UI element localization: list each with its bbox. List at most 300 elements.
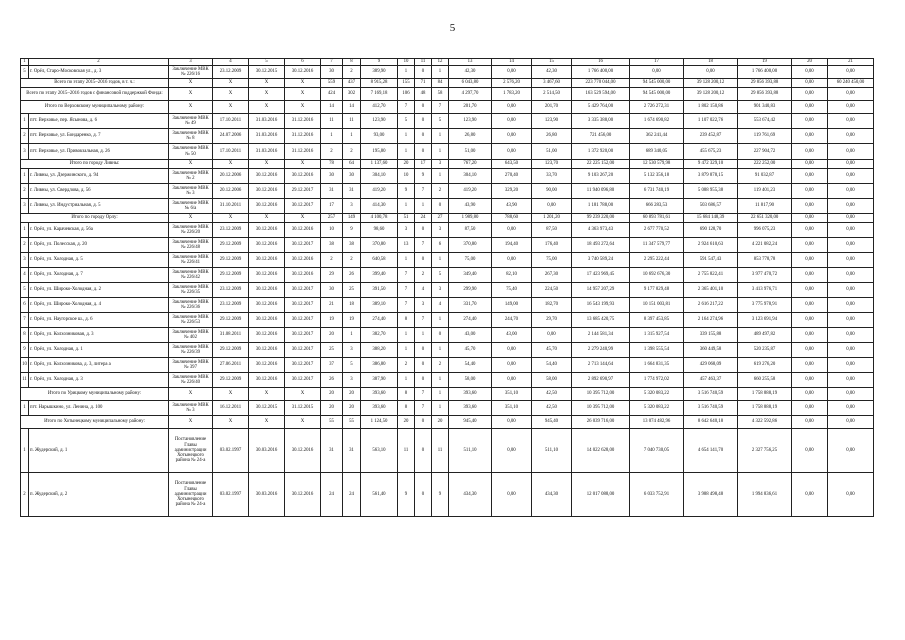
row-number: 11 — [21, 373, 29, 388]
value-cell-n19: 1 758 888,19 — [738, 401, 792, 416]
value-cell-n16: 223 770 044,00 — [572, 79, 630, 88]
value-cell-n10: 10 — [398, 169, 415, 184]
value-cell-n15: 54,40 — [532, 358, 572, 373]
value-cell-d3: X — [285, 160, 321, 169]
value-cell-d3: 29.12.2017 — [285, 184, 321, 199]
value-cell-n13: 393,60 — [449, 388, 492, 401]
value-cell-n7: 14 — [321, 101, 343, 114]
value-cell-n15: 224,50 — [532, 283, 572, 298]
value-cell-d2: 30.12.2016 — [249, 283, 285, 298]
value-cell-n13: 299,90 — [449, 283, 492, 298]
document-cell: Заключение МВК № 49 — [169, 114, 213, 129]
value-cell-d3: 31.12.2016 — [285, 114, 321, 129]
value-cell-n15: 29,70 — [532, 313, 572, 328]
value-cell-n16: 721 456,00 — [572, 129, 630, 144]
value-cell-d2: 30.03.2016 — [249, 429, 285, 473]
document-cell: Заключение МВК № 226/42 — [169, 268, 213, 283]
value-cell-n9: 98,60 — [361, 223, 398, 238]
document-cell: Заключение МВК № 226/41 — [169, 253, 213, 268]
value-cell-n19: 553 674,42 — [738, 114, 792, 129]
value-cell-d3: 30.12.2016 — [285, 473, 321, 517]
value-cell-n16: 11 940 096,80 — [572, 184, 630, 199]
value-cell-d2: 30.12.2016 — [249, 343, 285, 358]
value-cell-n18: 455 675,23 — [684, 144, 738, 160]
value-cell-n11: 2 — [415, 268, 432, 283]
value-cell-n13: 123,90 — [449, 114, 492, 129]
value-cell-n7: 78 — [321, 160, 343, 169]
value-cell-n11: 7 — [415, 184, 432, 199]
value-cell-n19: 4 322 592,86 — [738, 416, 792, 429]
value-cell-n16: 2 713 144,64 — [572, 358, 630, 373]
doc-cell: X — [169, 388, 213, 401]
value-cell-n12: 3 — [432, 223, 449, 238]
value-cell-n15: 434,30 — [532, 473, 572, 517]
value-cell-n12: 7 — [432, 101, 449, 114]
value-cell-n19: 29 856 393,88 — [738, 79, 792, 88]
value-cell-n21: 0,00 — [828, 160, 874, 169]
value-cell-n14: 0,00 — [492, 101, 532, 114]
value-cell-n19: 996 075,23 — [738, 223, 792, 238]
value-cell-n15: 176,40 — [532, 238, 572, 253]
document-cell: Заключение МВК № 226/48 — [169, 238, 213, 253]
value-cell-d1: 17.10.2011 — [213, 144, 249, 160]
row-number: 1 — [21, 114, 29, 129]
value-cell-n20: 0,00 — [792, 268, 828, 283]
total-label: Итого по городу Орлу: — [21, 214, 169, 223]
value-cell-n20: 0,00 — [792, 114, 828, 129]
value-cell-n7: 424 — [321, 88, 343, 101]
value-cell-n21: 0,00 — [828, 199, 874, 214]
value-cell-n10: 8 — [398, 388, 415, 401]
value-cell-n19: 3 977 470,72 — [738, 268, 792, 283]
value-cell-n21: 0,00 — [828, 416, 874, 429]
value-cell-n7: 30 — [321, 283, 343, 298]
address-cell: п. Жудерский, д. 2 — [29, 473, 169, 517]
address-cell: г. Орёл, ул. Колхозникова, д. 3, литера а — [29, 358, 169, 373]
value-cell-d3: 30.12.2016 — [285, 429, 321, 473]
value-cell-n16: 14 022 628,00 — [572, 429, 630, 473]
value-cell-n11: 7 — [415, 238, 432, 253]
value-cell-n19: 619 276,20 — [738, 358, 792, 373]
value-cell-n14: 0,00 — [492, 429, 532, 473]
document-cell: Заключение МВК № 6/а — [169, 199, 213, 214]
value-cell-n7: 11 — [321, 114, 343, 129]
value-cell-n9: 1 124,50 — [361, 416, 398, 429]
value-cell-n9: 4 100,78 — [361, 214, 398, 223]
value-cell-n11: 0 — [415, 101, 432, 114]
value-cell-n21: 0,00 — [828, 184, 874, 199]
value-cell-n18: 39 128 200,12 — [684, 88, 738, 101]
header-cell: 11 — [415, 59, 432, 66]
address-cell: г. Ливны, ул. Индустриальная, д. 5 — [29, 199, 169, 214]
value-cell-n14: 1 783,20 — [492, 88, 532, 101]
value-cell-d1: X — [213, 214, 249, 223]
value-cell-n16: 14 957 207,29 — [572, 283, 630, 298]
value-cell-n21: 0,00 — [828, 313, 874, 328]
value-cell-d3: 30.12.2016 — [285, 66, 321, 79]
total-row — [21, 101, 874, 114]
value-cell-n18: 457 463,37 — [684, 373, 738, 388]
value-cell-n8: 3 — [343, 373, 361, 388]
value-cell-n16: 26 039 716,00 — [572, 416, 630, 429]
address-cell: г. Орёл, ул. Полесская, д. 20 — [29, 238, 169, 253]
value-cell-n18: 591 547,43 — [684, 253, 738, 268]
value-cell-n21: 0,00 — [828, 144, 874, 160]
value-cell-n14: 0,00 — [492, 253, 532, 268]
value-cell-n9: 419,20 — [361, 184, 398, 199]
value-cell-n16: 13 685 420,75 — [572, 313, 630, 328]
value-cell-n20: 0,00 — [792, 328, 828, 343]
value-cell-n13: 26,80 — [449, 129, 492, 144]
value-cell-n17: 1 398 555,54 — [630, 343, 684, 358]
value-cell-d2: 31.03.2016 — [249, 144, 285, 160]
value-cell-n10: 1 — [398, 66, 415, 79]
value-cell-n14: 0,00 — [492, 358, 532, 373]
value-cell-n19: 2 327 756,25 — [738, 429, 792, 473]
row-number: 1 — [21, 169, 29, 184]
value-cell-n18: 339 155,88 — [684, 328, 738, 343]
value-cell-n13: 87,50 — [449, 223, 492, 238]
value-cell-d3: 30.12.2016 — [285, 253, 321, 268]
value-cell-n10: 1 — [398, 373, 415, 388]
value-cell-n12: 1 — [432, 373, 449, 388]
value-cell-n15: 123,70 — [532, 160, 572, 169]
value-cell-d1: 27.06.2011 — [213, 358, 249, 373]
doc-cell: X — [169, 160, 213, 169]
value-cell-n13: 511,10 — [449, 429, 492, 473]
value-cell-n11: 1 — [415, 328, 432, 343]
value-cell-d3: 30.12.2017 — [285, 343, 321, 358]
value-cell-d3: 31.12.2016 — [285, 129, 321, 144]
value-cell-n7: 20 — [321, 388, 343, 401]
value-cell-n12: 0 — [432, 328, 449, 343]
value-cell-d1: 29.12.2009 — [213, 268, 249, 283]
value-cell-d2: X — [249, 88, 285, 101]
value-cell-n11: 0 — [415, 358, 432, 373]
value-cell-n9: 274,40 — [361, 313, 398, 328]
document-cell: Заключение МВК № 226/20 — [169, 223, 213, 238]
value-cell-n14: 0,00 — [492, 66, 532, 79]
value-cell-n14: 788,60 — [492, 214, 532, 223]
value-cell-d3: X — [285, 388, 321, 401]
value-cell-n12: 1 — [432, 401, 449, 416]
value-cell-d2: 30.12.2016 — [249, 199, 285, 214]
value-cell-d2: 30.12.2016 — [249, 184, 285, 199]
value-cell-n14: 194,40 — [492, 238, 532, 253]
row-number: 1 — [21, 401, 29, 416]
value-cell-n21: 0,00 — [828, 268, 874, 283]
row-number: 2 — [21, 238, 29, 253]
table-row — [21, 373, 874, 388]
value-cell-n14: 82,10 — [492, 268, 532, 283]
value-cell-n16: 3 740 589,24 — [572, 253, 630, 268]
value-cell-d1: X — [213, 160, 249, 169]
value-cell-n12: 1 — [432, 169, 449, 184]
value-cell-n10: 20 — [398, 160, 415, 169]
value-cell-d2: X — [249, 79, 285, 88]
value-cell-n17: 1 315 927,54 — [630, 328, 684, 343]
value-cell-d3: 31.12.2016 — [285, 144, 321, 160]
value-cell-n15: 0,00 — [532, 199, 572, 214]
value-cell-n10: 7 — [398, 298, 415, 313]
row-number: 3 — [21, 199, 29, 214]
value-cell-n8: 2 — [343, 253, 361, 268]
value-cell-n10: 1 — [398, 328, 415, 343]
row-number: 3 — [21, 144, 29, 160]
value-cell-n12: 1 — [432, 253, 449, 268]
value-cell-n11: 0 — [415, 129, 432, 144]
value-cell-n17: 2 295 222,44 — [630, 253, 684, 268]
value-cell-n15: 182,70 — [532, 298, 572, 313]
value-cell-n21: 0,00 — [828, 223, 874, 238]
value-cell-n12: 1 — [432, 129, 449, 144]
value-cell-n14: 270,40 — [492, 169, 532, 184]
value-cell-d2: 30.12.2016 — [249, 253, 285, 268]
address-cell: г. Ливны, ул. Свердлова, д. 56 — [29, 184, 169, 199]
table-row — [21, 66, 874, 79]
value-cell-d2: 30.12.2015 — [249, 66, 285, 79]
value-cell-n16: 2 279 240,99 — [572, 343, 630, 358]
value-cell-n12: 1 — [432, 388, 449, 401]
address-cell: г. Ливны, ул. Дзержинского, д. 94 — [29, 169, 169, 184]
value-cell-n20: 0,00 — [792, 238, 828, 253]
value-cell-n20: 0,00 — [792, 401, 828, 416]
value-cell-n17: 1 664 831,35 — [630, 358, 684, 373]
value-cell-n20: 0,00 — [792, 79, 828, 88]
value-cell-n17: 1 674 690,82 — [630, 114, 684, 129]
header-row — [21, 59, 874, 66]
value-cell-n15: 90,00 — [532, 184, 572, 199]
value-cell-n8: 20 — [343, 401, 361, 416]
value-cell-n11: 1 — [415, 199, 432, 214]
document-cell: Заключение МВК № 3 — [169, 401, 213, 416]
value-cell-n17: 362 241,44 — [630, 129, 684, 144]
value-cell-n15: 42,30 — [532, 66, 572, 79]
value-cell-n8: 30 — [343, 169, 361, 184]
value-cell-n10: 7 — [398, 101, 415, 114]
value-cell-n18: 3 879 878,15 — [684, 169, 738, 184]
value-cell-n18: 2 164 274,96 — [684, 313, 738, 328]
value-cell-n10: 9 — [398, 473, 415, 517]
value-cell-n13: 4 297,70 — [449, 88, 492, 101]
value-cell-n13: 6 043,80 — [449, 79, 492, 88]
value-cell-n11: 0 — [415, 429, 432, 473]
header-cell: 19 — [738, 59, 792, 66]
value-cell-n10: 11 — [398, 429, 415, 473]
value-cell-n12: 9 — [432, 473, 449, 517]
value-cell-n19: 3 413 976,71 — [738, 283, 792, 298]
value-cell-n20: 0,00 — [792, 214, 828, 223]
value-cell-n8: 38 — [343, 238, 361, 253]
header-cell: 8 — [343, 59, 361, 66]
value-cell-n19: 520 235,87 — [738, 343, 792, 358]
value-cell-n19: 3 775 978,91 — [738, 298, 792, 313]
document-cell: Заключение МВК № 226/39 — [169, 343, 213, 358]
document-cell: Заключение МВК № 226/40 — [169, 373, 213, 388]
value-cell-n18: 5 088 955,38 — [684, 184, 738, 199]
value-cell-n16: 99 239 220,00 — [572, 214, 630, 223]
value-cell-n10: 51 — [398, 214, 415, 223]
value-cell-n16: 1 766 400,00 — [572, 66, 630, 79]
value-cell-n9: 393,60 — [361, 388, 398, 401]
value-cell-n20: 0,00 — [792, 144, 828, 160]
value-cell-d1: X — [213, 88, 249, 101]
value-cell-n8: 5 — [343, 358, 361, 373]
value-cell-d3: X — [285, 79, 321, 88]
value-cell-d1: 20.12.2006 — [213, 169, 249, 184]
value-cell-n9: 370,80 — [361, 238, 398, 253]
value-cell-n15: 267,30 — [532, 268, 572, 283]
value-cell-n16: 16 543 199,93 — [572, 298, 630, 313]
value-cell-n21: 0,00 — [828, 101, 874, 114]
document-cell: Заключение МВК № 402 — [169, 328, 213, 343]
document-cell: Заключение МВК № 226/36 — [169, 298, 213, 313]
value-cell-n11: 48 — [415, 88, 432, 101]
value-cell-n19: 119 401,23 — [738, 184, 792, 199]
total-label: Итого по Хотынецкому муниципальному району: — [21, 416, 169, 429]
value-cell-n13: 434,30 — [449, 473, 492, 517]
value-cell-n15: 0,00 — [532, 328, 572, 343]
value-cell-n18: 429 068,09 — [684, 358, 738, 373]
value-cell-n10: 106 — [398, 88, 415, 101]
value-cell-n8: 437 — [343, 79, 361, 88]
value-cell-n9: 195,80 — [361, 144, 398, 160]
header-cell: 7 — [321, 59, 343, 66]
value-cell-n9: 391,50 — [361, 283, 398, 298]
document-cell: Заключение МВК № 2 — [169, 169, 213, 184]
value-cell-n11: 0 — [415, 416, 432, 429]
value-cell-n9: 1 137,60 — [361, 160, 398, 169]
value-cell-n19: 1 766 400,00 — [738, 66, 792, 79]
value-cell-d1: 29.12.2009 — [213, 253, 249, 268]
value-cell-d2: X — [249, 416, 285, 429]
value-cell-n17: 689 340,05 — [630, 144, 684, 160]
value-cell-d3: X — [285, 214, 321, 223]
value-cell-n12: 1 — [432, 66, 449, 79]
value-cell-n10: 8 — [398, 401, 415, 416]
value-cell-n8: 18 — [343, 298, 361, 313]
value-cell-n17: 60 893 781,61 — [630, 214, 684, 223]
value-cell-n13: 393,60 — [449, 401, 492, 416]
value-cell-n12: 2 — [432, 358, 449, 373]
total-row — [21, 79, 874, 88]
value-cell-n15: 26,80 — [532, 129, 572, 144]
value-cell-n19: 4 221 082,24 — [738, 238, 792, 253]
header-cell: 20 — [792, 59, 828, 66]
value-cell-n7: 26 — [321, 373, 343, 388]
value-cell-n14: 643,50 — [492, 160, 532, 169]
value-cell-n13: 45,70 — [449, 343, 492, 358]
value-cell-n8: 302 — [343, 88, 361, 101]
value-cell-n9: 388,20 — [361, 343, 398, 358]
value-cell-n15: 58,00 — [532, 373, 572, 388]
document-cell: Заключение МВК № 3 — [169, 184, 213, 199]
value-cell-n11: 0 — [415, 223, 432, 238]
document-cell: Заключение МВК № 226/35 — [169, 283, 213, 298]
value-cell-d1: 31.10.2011 — [213, 199, 249, 214]
address-cell: г. Орёл, ул. Колхозниковая, д. 3 — [29, 328, 169, 343]
table-row — [21, 238, 874, 253]
value-cell-n12: 1 — [432, 144, 449, 160]
value-cell-n11: 7 — [415, 313, 432, 328]
address-cell: г. Орёл, ул. Холодная, д. 5 — [29, 253, 169, 268]
document-cell: Заключение МВК № 50 — [169, 144, 213, 160]
value-cell-n17: 1 774 972,02 — [630, 373, 684, 388]
value-cell-n15: 2 514,50 — [532, 88, 572, 101]
value-cell-n10: 5 — [398, 114, 415, 129]
value-cell-n9: 304,10 — [361, 169, 398, 184]
value-cell-n8: 25 — [343, 283, 361, 298]
value-cell-n20: 0,00 — [792, 429, 828, 473]
table-row — [21, 328, 874, 343]
value-cell-n20: 0,00 — [792, 343, 828, 358]
value-cell-n19: 91 032,87 — [738, 169, 792, 184]
value-cell-n11: 0 — [415, 144, 432, 160]
value-cell-n19: 489 497,82 — [738, 328, 792, 343]
value-cell-n7: 30 — [321, 66, 343, 79]
header-cell: 17 — [630, 59, 684, 66]
value-cell-n13: 331,70 — [449, 298, 492, 313]
total-label: Итого по Урицкому муниципальному району: — [21, 388, 169, 401]
value-cell-n12: 5 — [432, 114, 449, 129]
doc-cell: X — [169, 416, 213, 429]
value-cell-d1: 29.12.2009 — [213, 343, 249, 358]
value-cell-d1: 03.02.1997 — [213, 429, 249, 473]
value-cell-n11: 3 — [415, 298, 432, 313]
value-cell-n16: 4 363 973,43 — [572, 223, 630, 238]
address-cell: г. Орёл, ул. Наугорское ш., д. 6 — [29, 313, 169, 328]
value-cell-n12: 3 — [432, 283, 449, 298]
value-cell-n8: 64 — [343, 160, 361, 169]
value-cell-n9: 412,70 — [361, 101, 398, 114]
value-cell-n14: 244,70 — [492, 313, 532, 328]
value-cell-d3: X — [285, 88, 321, 101]
value-cell-n13: 304,10 — [449, 169, 492, 184]
value-cell-n20: 0,00 — [792, 473, 828, 517]
value-cell-n10: 1 — [398, 144, 415, 160]
address-cell: г. Орёл, ул. Широко-Холодная, д. 4 — [29, 298, 169, 313]
value-cell-n7: 55 — [321, 416, 343, 429]
value-cell-n20: 0,00 — [792, 184, 828, 199]
value-cell-d3: 30.12.2017 — [285, 298, 321, 313]
row-number: 3 — [21, 253, 29, 268]
value-cell-n10: 1 — [398, 343, 415, 358]
value-cell-n11: 7 — [415, 388, 432, 401]
document-cell: Постановление Главы администрации Хотынецкого района № 24-а — [169, 429, 213, 473]
row-number: 10 — [21, 358, 29, 373]
value-cell-n19: 660 255,58 — [738, 373, 792, 388]
value-cell-n16: 10 395 712,00 — [572, 388, 630, 401]
value-cell-n18: 3 516 740,59 — [684, 401, 738, 416]
header-cell: 12 — [432, 59, 449, 66]
value-cell-n7: 38 — [321, 238, 343, 253]
data-table — [20, 58, 874, 517]
value-cell-n21: 0,00 — [828, 238, 874, 253]
address-cell: пгт. Верховье, ул. Привокзальная, д. 26 — [29, 144, 169, 160]
value-cell-n15: 45,70 — [532, 343, 572, 358]
value-cell-n11: 0 — [415, 253, 432, 268]
value-cell-n9: 8 915,28 — [361, 79, 398, 88]
header-cell: 14 — [492, 59, 532, 66]
value-cell-n20: 0,00 — [792, 223, 828, 238]
value-cell-n20: 0,00 — [792, 416, 828, 429]
value-cell-n11: 0 — [415, 343, 432, 358]
value-cell-n14: 0,00 — [492, 343, 532, 358]
value-cell-n20: 0,00 — [792, 388, 828, 401]
value-cell-n13: 43,00 — [449, 328, 492, 343]
total-label: Всего по этапу 2015–2016 годов, в т. ч.: — [21, 79, 169, 88]
header-cell: 2 — [29, 59, 169, 66]
